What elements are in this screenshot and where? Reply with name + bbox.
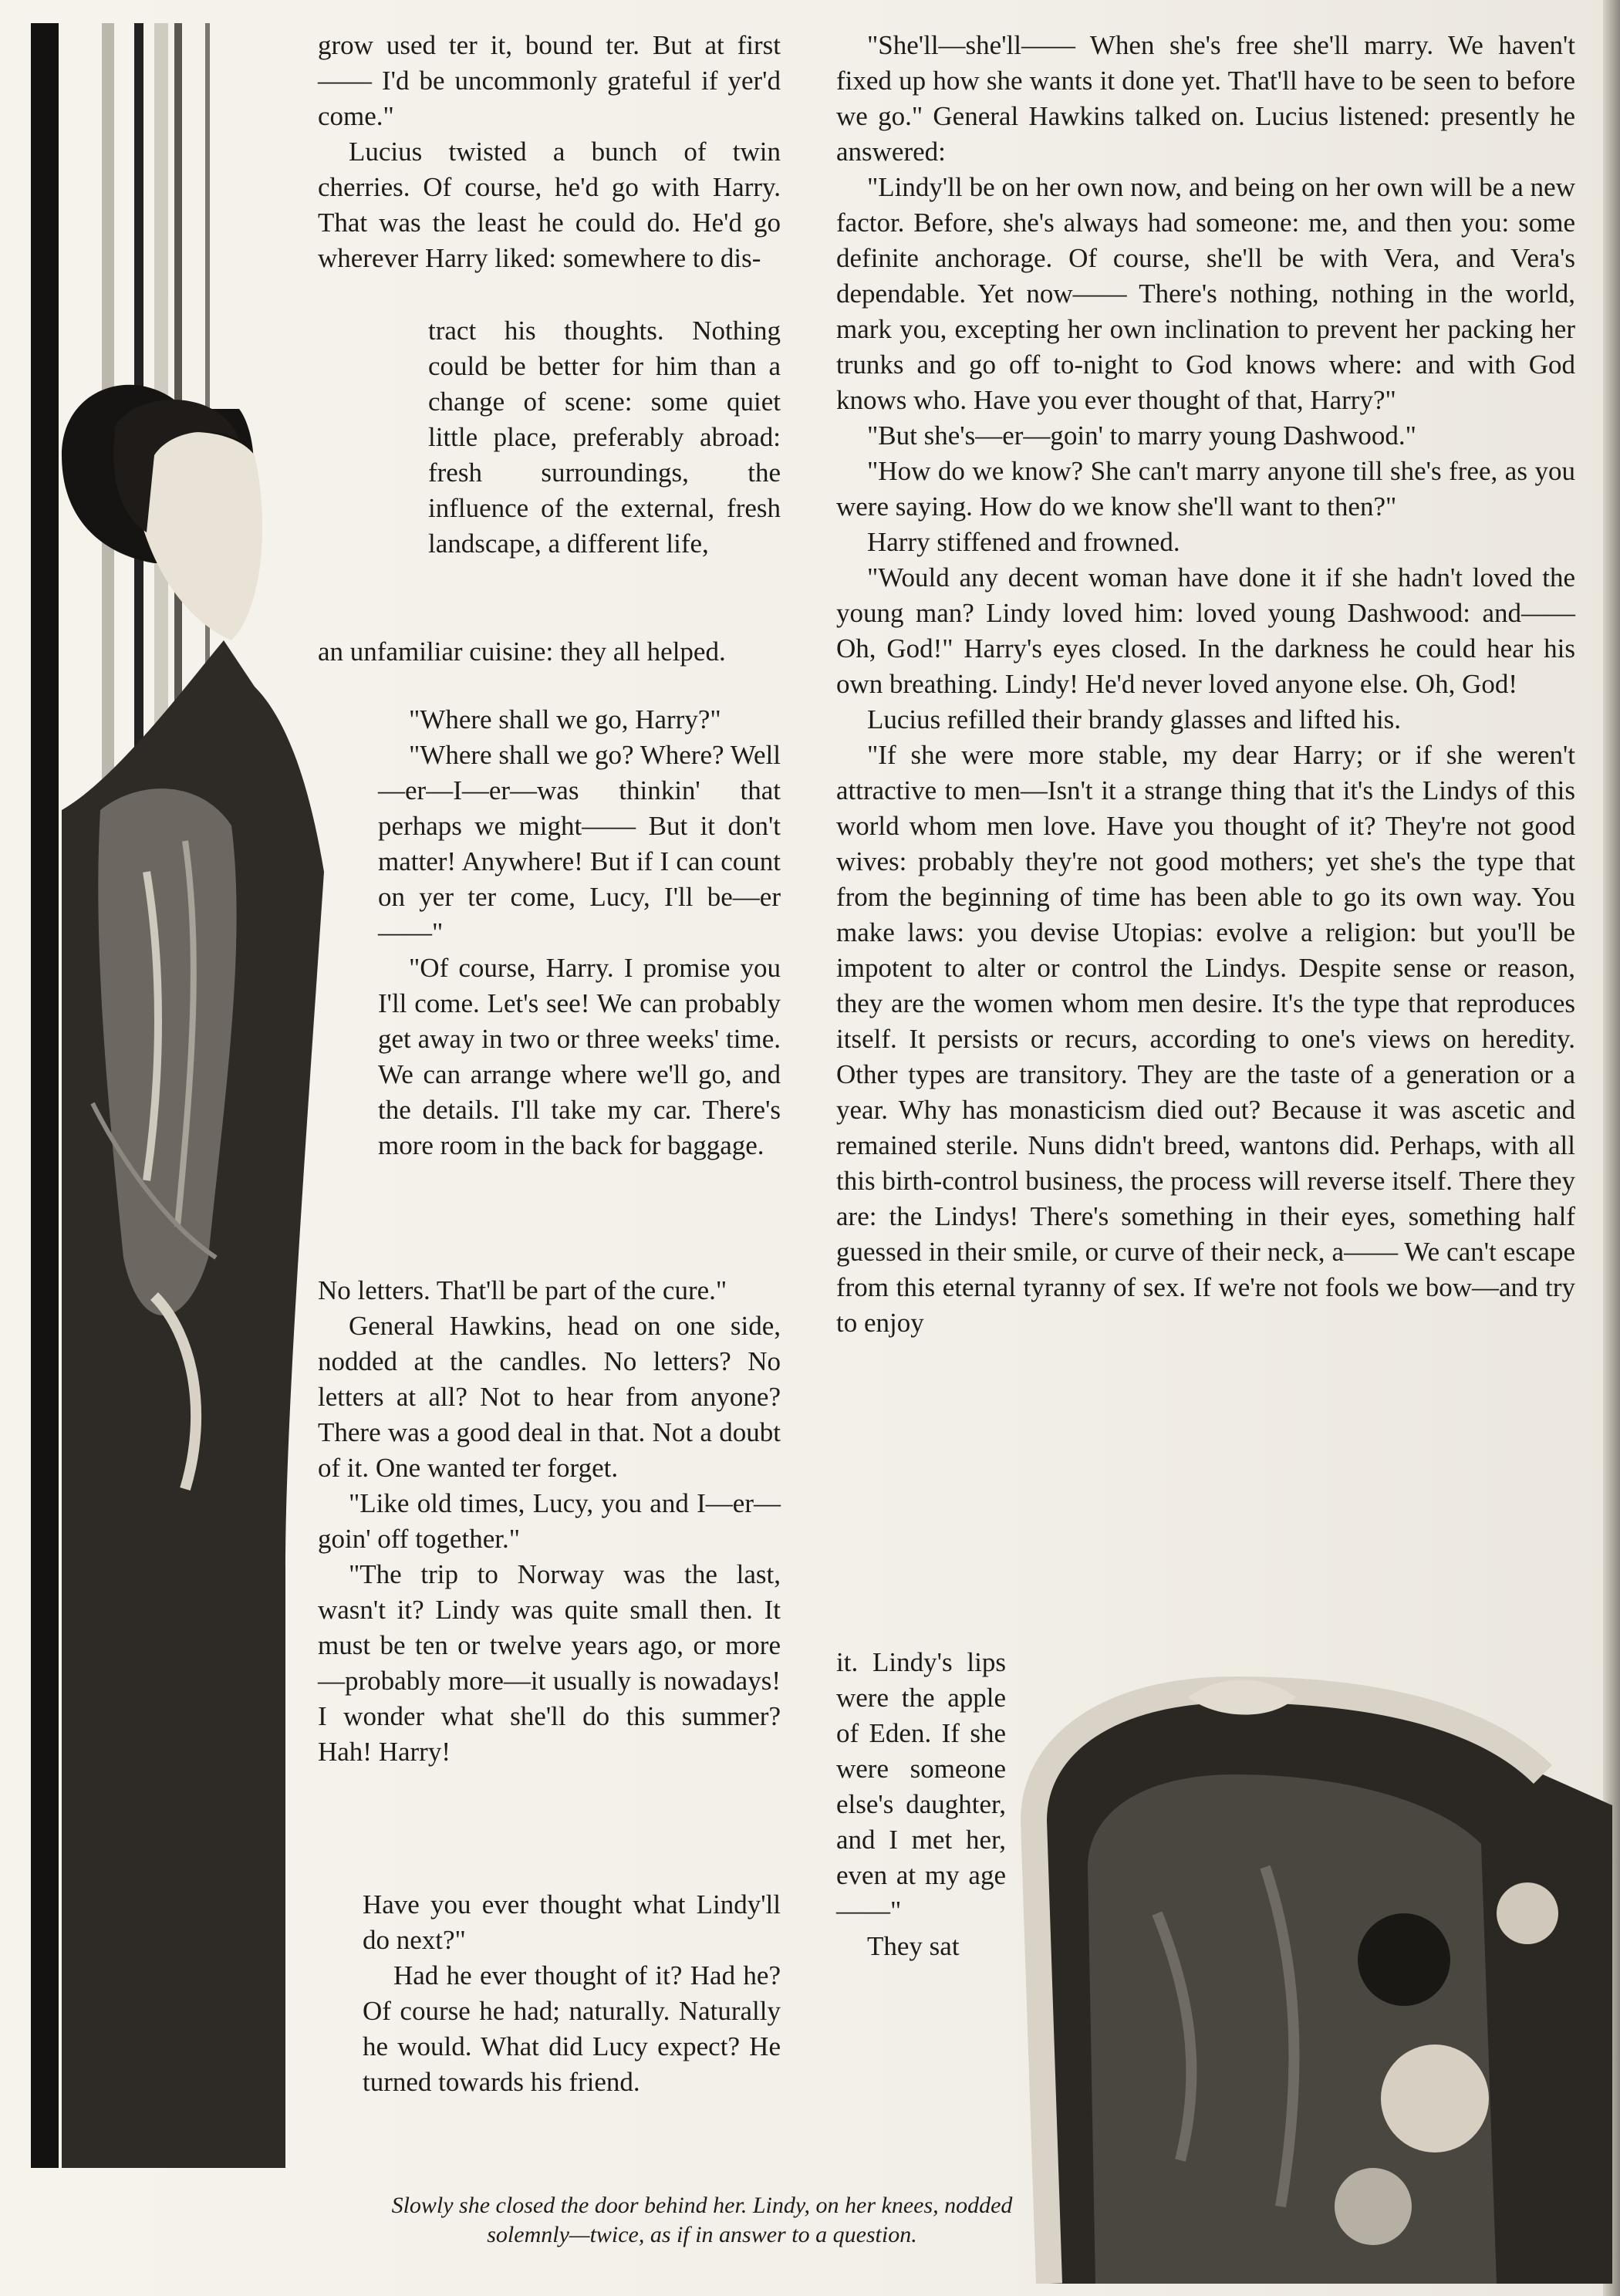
paragraph: tract his thoughts. Nothing could be better for him than a change of scene: some quiet little place, preferably abroad: fresh surroundings, the influence of the external, fresh landscape, a different life, xyxy=(428,316,781,559)
paragraph: "She'll—she'll—— When she's free she'll marry. We haven't fixed up how she wants it done yet. That'll have to be seen to before we go." General Hawkins talked on. Lucius listened: presently he answered: xyxy=(836,30,1575,167)
column-1-narrow xyxy=(428,313,781,562)
paragraph: it. Lindy's lips were the apple of Eden. If she were someone else's daughter, and I met her, even at my age——" xyxy=(836,1647,1006,1926)
illustration-caption: Slowly she closed the door behind her. Lindy, on her knees, nodded solemnly—twice, as if in answer to a question. xyxy=(391,2193,1013,2247)
paragraph: Harry stiffened and frowned. xyxy=(867,527,1180,557)
column-1-bottom xyxy=(363,1887,781,2100)
paragraph: Lucius refilled their brandy glasses and lifted his. xyxy=(867,704,1402,734)
column-1-mid xyxy=(318,634,781,670)
column-2-main xyxy=(836,28,1575,1341)
paragraph: "Of course, Harry. I promise you I'll come. Let's see! We can probably get away in two or three weeks' time. We can arrange where we'll go, and the details. I'll take my car. There's more room in the back for baggage. xyxy=(378,953,781,1160)
paragraph: "Where shall we go? Where? Well—er—I—er—was thinkin' that perhaps we might—— But it don't matter! Anywhere! But if I can count on yer ter come, Lucy, I'll be—er——" xyxy=(378,740,781,947)
paragraph: "Like old times, Lucy, you and I—er—goin' off together." xyxy=(318,1488,781,1554)
paragraph: Had he ever thought of it? Had he? Of course he had; naturally. Naturally he would. What did Lucy expect? He turned towards his friend. xyxy=(363,1960,781,2097)
paragraph: General Hawkins, head on one side, nodded at the candles. No letters? No letters at all? Not to hear from anyone? There was a good deal in that. Not a doubt of it. One wanted ter forget. xyxy=(318,1311,781,1483)
column-1-lower xyxy=(318,1273,781,1770)
paragraph: "How do we know? She can't marry anyone till she's free, as you were saying. How do we know she'll want to then?" xyxy=(836,456,1575,522)
paragraph: an unfamiliar cuisine: they all helped. xyxy=(318,636,726,667)
paragraph: They sat xyxy=(867,1931,960,1961)
column-1-dialogue xyxy=(378,702,781,1163)
column-2-narrow xyxy=(836,1645,1006,1964)
paragraph: "Lindy'll be on her own now, and being on her own will be a new factor. Before, she's always had someone: me, and then you: some definite anchorage. Of course, she'll be with Vera, and Vera's dependable. Yet now—— There's nothing, nothing in the world, mark you, excepting her own inclination to prevent her packing her trunks and go off to-night to God knows where: and with God knows who. Have you ever thought of that, Harry?" xyxy=(836,172,1575,415)
paragraph: "Would any decent woman have done it if she hadn't loved the young man? Lindy loved him: loved young Dashwood: and—— Oh, God!" Harry's eyes closed. In the darkness he could hear his own breathing. Lindy! He'd never loved anyone else. Oh, God! xyxy=(836,562,1575,699)
paragraph: Lucius twisted a bunch of twin cherries. Of course, he'd go with Harry. That was the least he could do. He'd go wherever Harry liked: somewhere to dis- xyxy=(318,137,781,273)
paragraph: No letters. That'll be part of the cure." xyxy=(318,1275,727,1305)
paragraph: "The trip to Norway was the last, wasn't it? Lindy was quite small then. It must be ten or twelve years ago, or more—probably more—it usually is nowadays! I wonder what she'll do this summer? Hah! Harry! xyxy=(318,1559,781,1767)
illustration-armchair xyxy=(1003,1666,1612,2284)
paragraph: grow used ter it, bound ter. But at first—— I'd be uncommonly grateful if yer'd come." xyxy=(318,30,781,131)
column-1-top xyxy=(318,28,781,276)
paragraph: "If she were more stable, my dear Harry; or if she weren't attractive to men—Isn't it a strange thing that it's the Lindys of this world whom men love. Have you thought of it? They're not good wives: probably they're not good mothers; yet she's the type that from the beginning of time has been able to go its own way. You make laws: you devise Utopias: evolve a religion: but you'll be impotent to alter or control the Lindys. Despite sense or reason, they are the women whom men desire. It's the type that reproduces itself. It persists or recurs, according to one's views on heredity. Other types are transitory. They are the taste of a generation or a year. Why has monasticism died out? Because it was ascetic and remained sterile. Nuns didn't breed, wantons did. Perhaps, with all this birth-control business, the process will reverse itself. There they are: the Lindys! There's something in their eyes, something half guessed in their smile, or curve of their neck, a—— We can't escape from this eternal tyranny of sex. If we're not fools we bow—and try to enjoy xyxy=(836,740,1575,1338)
paragraph: "Where shall we go, Harry?" xyxy=(409,704,721,734)
paragraph: Have you ever thought what Lindy'll do next?" xyxy=(363,1889,781,1955)
paragraph: "But she's—er—goin' to marry young Dashwood." xyxy=(867,420,1416,451)
illustration-woman-at-door xyxy=(31,23,363,2168)
